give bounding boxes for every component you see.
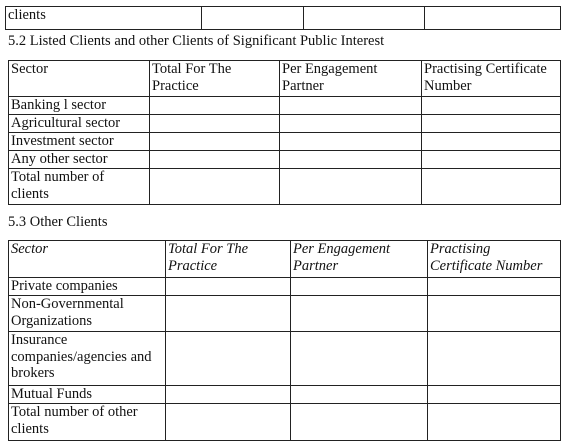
row-label: Investment sector [9,133,150,151]
cell-certificate[interactable] [428,296,561,332]
cell-certificate[interactable] [422,151,561,169]
table-row [9,332,561,386]
row-label: Any other sector [9,151,150,169]
cell-partner[interactable] [291,332,428,386]
cell-total[interactable] [150,97,280,115]
cell-total[interactable] [166,296,291,332]
cell-partner[interactable] [291,278,428,296]
table-row-total [9,404,561,441]
cell-partner[interactable] [280,97,422,115]
top-table [5,6,561,30]
table-row [9,296,561,332]
cell-certificate[interactable] [422,133,561,151]
cell-total[interactable] [166,386,291,404]
cell-partner[interactable] [280,151,422,169]
cell-certificate[interactable] [425,7,561,30]
cell-certificate[interactable] [422,115,561,133]
header-total: Total For The Practice [150,61,280,97]
cell-certificate[interactable] [428,386,561,404]
header-certificate: Practising Certificate Number [428,241,561,278]
table-row [9,151,561,169]
header-sector: Sector [9,61,150,97]
header-row [9,61,561,97]
table-row [9,115,561,133]
row-label: Agricultural sector [9,115,150,133]
cell-partner[interactable] [280,133,422,151]
row-label: Insurance companies/agencies and brokers [9,332,166,386]
table-row [9,133,561,151]
cell-partner[interactable] [280,169,422,205]
section-heading-5-3: 5.3 Other Clients [8,214,108,230]
row-label: Total number of other clients [9,404,166,441]
row-label: clients [6,7,202,30]
table-row-total [9,169,561,205]
cell-total[interactable] [166,278,291,296]
cell-total[interactable] [166,404,291,441]
row-label: Banking l sector [9,97,150,115]
cell-certificate[interactable] [428,278,561,296]
header-partner: Per Engagement Partner [280,61,422,97]
table-row [9,97,561,115]
cell-partner[interactable] [280,115,422,133]
cell-total[interactable] [150,151,280,169]
header-certificate: Practising Certificate Number [422,61,561,97]
header-sector: Sector [9,241,166,278]
cell-certificate[interactable] [428,404,561,441]
cell-certificate[interactable] [428,332,561,386]
row-label: Total number of clients [9,169,150,205]
cell-total[interactable] [150,115,280,133]
header-partner: Per Engagement Partner [291,241,428,278]
header-total: Total For The Practice [166,241,291,278]
cell-partner[interactable] [291,386,428,404]
other-clients-table [8,240,561,441]
cell-total[interactable] [202,7,304,30]
table-row [9,278,561,296]
row-label: Non-Governmental Organizations [9,296,166,332]
cell-partner[interactable] [291,404,428,441]
table-row [9,386,561,404]
cell-partner[interactable] [291,296,428,332]
row-label: Private companies [9,278,166,296]
cell-total[interactable] [150,133,280,151]
row-label: Mutual Funds [9,386,166,404]
cell-certificate[interactable] [422,169,561,205]
cell-total[interactable] [150,169,280,205]
section-heading-5-2: 5.2 Listed Clients and other Clients of Significant Public Interest [8,33,385,49]
cell-certificate[interactable] [422,97,561,115]
cell-partner[interactable] [304,7,425,30]
listed-clients-table [8,60,561,205]
cell-total[interactable] [166,332,291,386]
header-row [9,241,561,278]
table-row [6,7,561,30]
